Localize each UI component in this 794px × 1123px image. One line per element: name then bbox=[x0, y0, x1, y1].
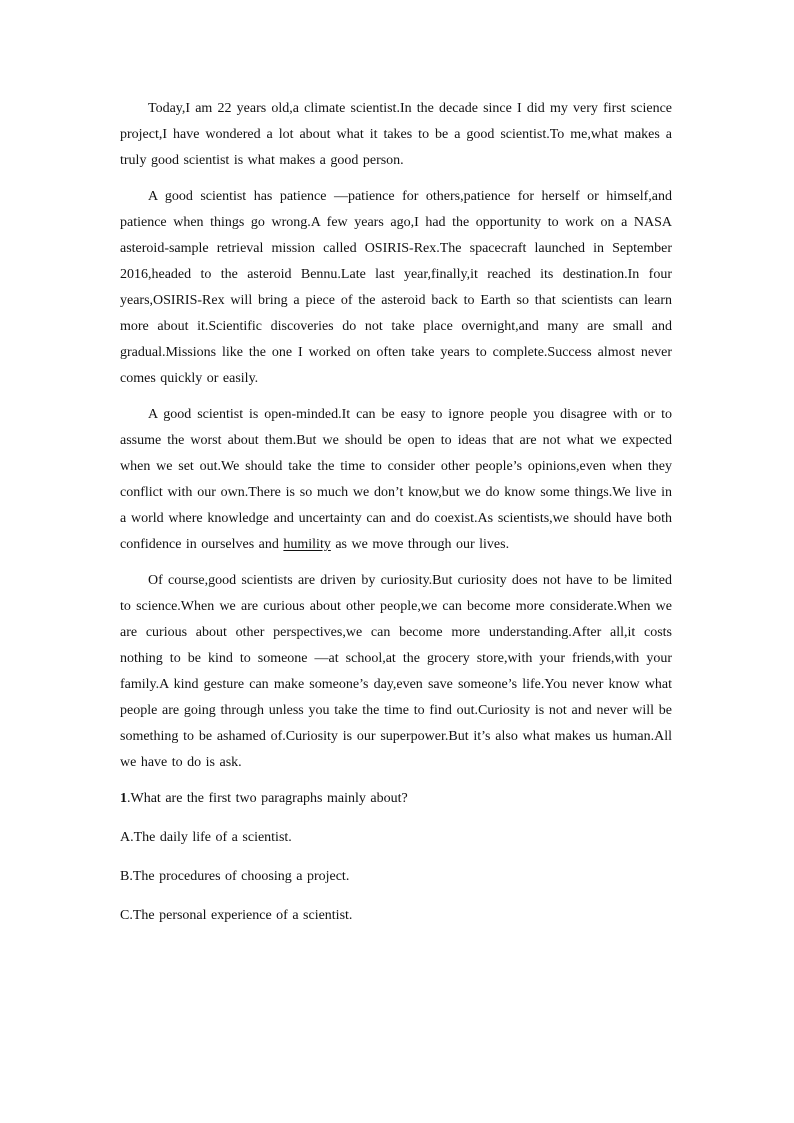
paragraph-3-text-start: A good scientist is open-minded.It can be easy to ignore people you disagree with or to assume the worst about them.But we should be open to ideas that are not what we expected when we set out.We should take the time to consider other people’s opinions,even when they conflict with our own.There is so much we don’t know,but we do know some things.We live in a world where knowledge and uncertainty can and do coexist.As scientists,we should have both confidence in ourselves and bbox=[120, 407, 672, 552]
passage-paragraph-2: A good scientist has patience —patience for others,patience for herself or himself,and patience when things go wrong.A few years ago,I had the opportunity to work on a NASA asteroid-sample retrieval mission called OSIRIS-Rex.The spacecraft launched in September 2016,headed to the asteroid Bennu.Late last year,finally,it reached its destination.In four years,OSIRIS-Rex will bring a piece of the asteroid back to Earth so that scientists can learn more about it.Scientific discoveries do not take place overnight,and many are small and gradual.Missions like the one I worked on often take years to complete.Success almost never comes quickly or easily. bbox=[120, 189, 672, 386]
passage-paragraph-1: Today,I am 22 years old,a climate scientist.In the decade since I did my very first science project,I have wondered a lot about what it takes to be a good scientist.To me,what makes a truly good scientist is what makes a good person. bbox=[120, 101, 672, 168]
passage-paragraph-4: Of course,good scientists are driven by curiosity.But curiosity does not have to be limited to science.When we are curious about other people,we can become more considerate.When we are curious about other perspectives,we can become more understanding.After all,it costs nothing to be kind to someone —at school,at the grocery store,with your friends,with your family.A kind gesture can make someone’s day,even save someone’s life.You never know what people are going through unless you take the time to find out.Curiosity is not and never will be something to be ashamed of.Curiosity is our superpower.But it’s also what makes us human.All we have to do is ask. bbox=[120, 573, 672, 770]
underlined-word-humility: humility bbox=[283, 537, 331, 552]
question-number: 1 bbox=[120, 791, 127, 806]
document-page bbox=[120, 96, 672, 929]
answer-option-c: C.The personal experience of a scientist. bbox=[120, 908, 353, 923]
passage-paragraph-3 bbox=[120, 402, 672, 558]
answer-option-a: A.The daily life of a scientist. bbox=[120, 830, 292, 845]
paragraph-3-text-end: as we move through our lives. bbox=[335, 537, 510, 552]
question-text: .What are the first two paragraphs mainly about? bbox=[127, 791, 408, 806]
answer-option-b: B.The procedures of choosing a project. bbox=[120, 869, 350, 884]
question-1 bbox=[120, 786, 672, 812]
